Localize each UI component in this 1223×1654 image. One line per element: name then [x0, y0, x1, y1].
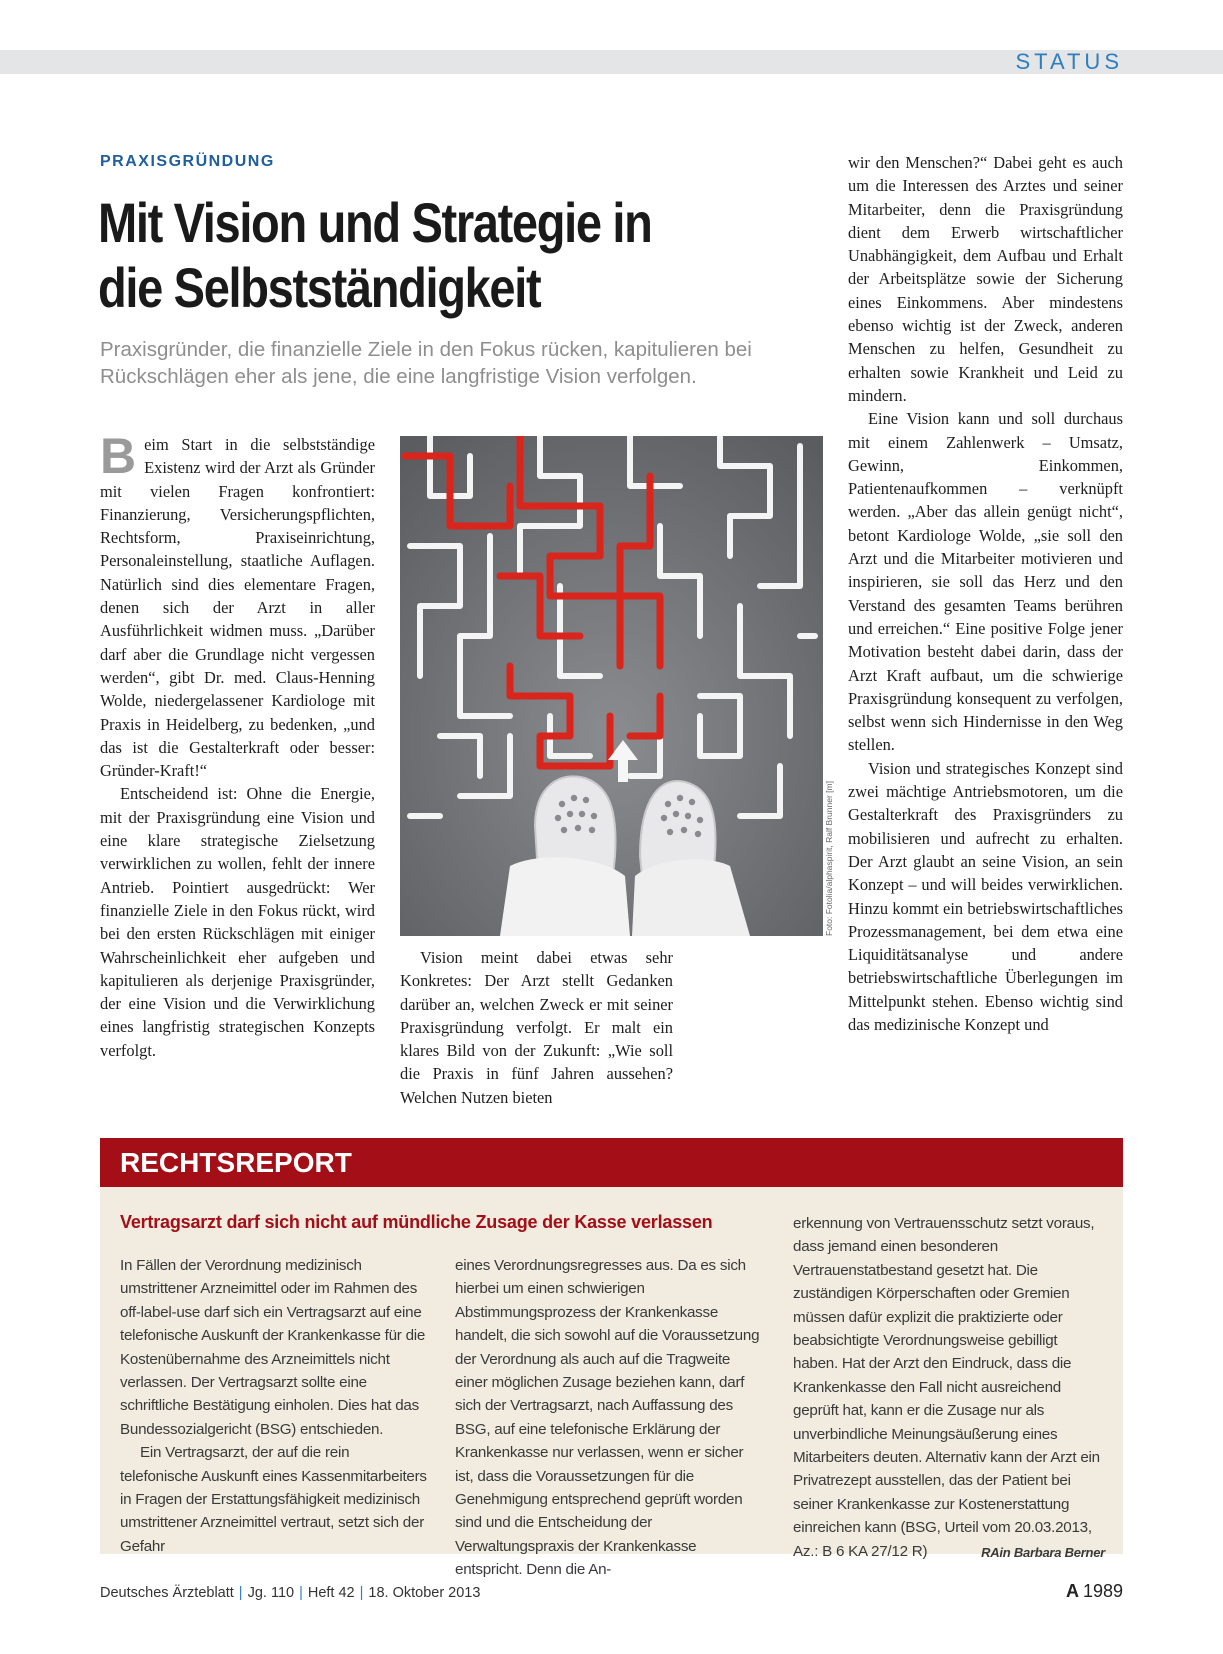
article-column-1	[100, 428, 375, 1062]
rechtsreport-c3-paragraph-1: erkennung von Vertrauensschutz setzt voraus, dass jemand einen besonderen Vertrauenstatbestand gesetzt hat. Die zuständigen Körperschaften oder Gremien müssen dafür explizit die praktizierte oder beabsichtigte Verordnungsweise gebilligt haben. Hat der Arzt den Eindruck, dass die Krankenkasse den Fall nicht ausreichend geprüft hat, kann er die Zusage nur als unverbindliche Meinungsäußerung eines Mitarbeiters deuten. Alternativ kann der Arzt ein Privatrezept ausstellen, das der Patient bei seiner Krankenkasse zur Kostenerstattung einreichen kann (BSG, Urteil vom 20.03.2013, Az.: B 6 KA 27/12 R)	[793, 1215, 1100, 1560]
page-footer	[100, 1585, 480, 1601]
footer-issue: Heft 42	[307, 1585, 355, 1601]
footer-separator: |	[238, 1585, 243, 1601]
footer-separator: |	[299, 1585, 303, 1601]
rechtsreport-c2-paragraph-1: eines Verordnungsregresses aus. Da es sich hierbei um einen schwierigen Abstimmungsprozess der Krankenkasse handelt, die sich sowohl auf die Voraussetzung der Verordnung als auch auf die Tragweite einer möglichen Zusage beziehen kann, darf sich der Vertragsarzt, nach Auffassung des BSG, auf eine telefonische Erklärung der Krankenkasse nur verlassen, wenn er sicher ist, dass die Voraussetzungen für die Genehmigung entsprechend geprüft worden sind und die Entscheidung der Verwaltungspraxis der Krankenkasse entspricht. Denn die An-	[455, 1257, 760, 1579]
rechtsreport-title: RECHTSREPORT	[120, 1147, 352, 1178]
column-1-paragraph-2: Entscheidend ist: Ohne die Energie, mit der Praxisgründung eine Vision und eine klare strategische Zielsetzung verwirklichen zu wollen, fehlt der innere Antrieb. Pointiert ausgedrückt: Wer finanzielle Ziele in den Fokus rückt, wird bei den ersten Rückschlägen mit einiger Wahrscheinlichkeit eher aufgeben und kapitulieren als derjenige Praxisgründer, der eine Vision und die Verwirklichung eines langfristig strategischen Konzepts verfolgt.	[100, 784, 375, 1060]
article-lead: Praxisgründer, die finanzielle Ziele in den Fokus rücken, kapitulieren bei Rückschlägen eher als jene, die eine langfristige Vision verfolgen.	[100, 338, 752, 388]
rechtsreport-author: RAin Barbara Berner	[981, 1544, 1105, 1560]
article-photo	[400, 436, 823, 936]
rechtsreport-c1-paragraph-1: In Fällen der Verordnung medizinisch umstrittener Arzneimittel oder im Rahmen des off-label-use darf sich ein Vertragsarzt auf eine telefonische Auskunft der Krankenkasse für die Kostenübernahme des Arzneimittels nicht verlassen. Der Vertragsarzt sollte eine schriftliche Bestätigung einholen. Dies hat das Bundessozialgericht (BSG) entschieden.	[120, 1257, 426, 1438]
page-prefix: A	[1065, 1581, 1079, 1601]
headline-line-2: die Selbstständigkeit	[98, 256, 541, 319]
footer-separator: |	[359, 1585, 364, 1601]
rechtsreport-column-3	[793, 1212, 1105, 1564]
section-label: STATUS	[1015, 49, 1123, 74]
page-number-value: 1989	[1082, 1581, 1123, 1601]
headline-line-1: Mit Vision und Strategie in	[98, 191, 652, 254]
rechtsreport-column-1	[120, 1254, 430, 1558]
rechtsreport-c1-paragraph-2: Ein Vertragsarzt, der auf die rein telefonische Auskunft eines Kassenmitarbeiters in Fragen der Erstattungsfähigkeit medizinisch umstrittener Arzneimittel vertraut, setzt sich der Gefahr	[120, 1444, 427, 1555]
page-number	[1066, 1581, 1123, 1602]
article-kicker: PRAXISGRÜNDUNG	[100, 153, 275, 170]
maze-feet-illustration	[400, 436, 823, 936]
article-column-3	[848, 151, 1123, 1036]
footer-volume: Jg. 110	[247, 1585, 295, 1601]
rechtsreport-column-2	[455, 1254, 765, 1582]
column-2-paragraph-1: Vision meint dabei etwas sehr Konkretes: Der Arzt stellt Gedanken darüber an, welchen Zweck er mit seiner Praxisgründung verfolgt. Er malt ein klares Bild von der Zukunft: „Wie soll die Praxis in fünf Jahren aussehen? Welchen Nutzen bieten	[400, 948, 673, 1107]
article-column-2	[400, 946, 673, 1109]
column-1-paragraph-1: eim Start in die selbstständige Existenz wird der Arzt als Gründer mit vielen Fragen konfrontiert: Finanzierung, Versicherungspflichten, Rechtsform, Praxiseinrichtung, Personaleinstellung, staatliche Auflagen. Natürlich sind dies elementare Fragen, denen sich der Arzt in aller Ausführlichkeit widmen muss. „Darüber darf aber die Grundlage nicht vergessen werden“, gibt Dr. med. Claus-Henning Wolde, niedergelassener Kardiologe mit Praxis in Heidelberg, zu bedenken, „und das ist die Gestalterkraft oder besser: Gründer-Kraft!“	[100, 435, 375, 781]
article-headline	[98, 190, 686, 320]
footer-journal: Deutsches Ärzteblatt	[100, 1585, 234, 1601]
column-3-paragraph-3: Vision und strategisches Konzept sind zwei mächtige Antriebsmotoren, um die Gestalterkraft des Praxisgründers zu mobilisieren und aufrecht zu erhalten. Der Arzt glaubt an seine Vision, an sein Konzept – und will beides verwirklichen. Hinzu kommt ein betriebswirtschaftliches Prozessmanagement, bei dem etwa eine Liquiditätsanalyse und andere betriebswirtschaftliche Überlegungen im Mittelpunkt stehen. Ebenso wichtig sind das medizinische Konzept und	[848, 758, 1123, 1034]
column-3-paragraph-1: wir den Menschen?“ Dabei geht es auch um die Interessen des Arztes und seiner Mitarbeiter, denn die Praxisgründung dient dem Erwerb wirtschaftlicher Unabhängigkeit, dem Aufbau und Erhalt der Arbeitsplätze sowie der Sicherung eines Einkommens. Aber mindestens ebenso wichtig ist der Zweck, anderen Menschen zu helfen, Gesundheit zu erhalten sowie Krankheit und Leid zu mindern.	[848, 153, 1123, 405]
column-3-paragraph-2: Eine Vision kann und soll durchaus mit einem Zahlenwerk – Umsatz, Gewinn, Einkommen, Patientenaufkommen – verknüpft werden. „Aber das allein genügt nicht“, betont Kardiologe Wolde, „sie soll den Arzt und die Mitarbeiter motivieren und inspirieren, sie soll das Herz und den Verstand des gesamten Teams berühren und erreichen.“ Eine positive Folge jener Motivation besteht dabei darin, dass der Arzt Kraft aufbaut, um die schwierige Praxisgründung konsequent zu verfolgen, selbst wenn sich Hindernisse in den Weg stellen.	[848, 409, 1123, 755]
rechtsreport-headline: Vertragsarzt darf sich nicht auf mündliche Zusage der Kasse verlassen	[120, 1212, 713, 1232]
drop-cap: B	[100, 428, 137, 484]
footer-date: 18. Oktober 2013	[368, 1585, 481, 1601]
photo-credit: Foto: Fotolia/alphaspirit, Ralf Brunner [m]	[824, 781, 834, 936]
